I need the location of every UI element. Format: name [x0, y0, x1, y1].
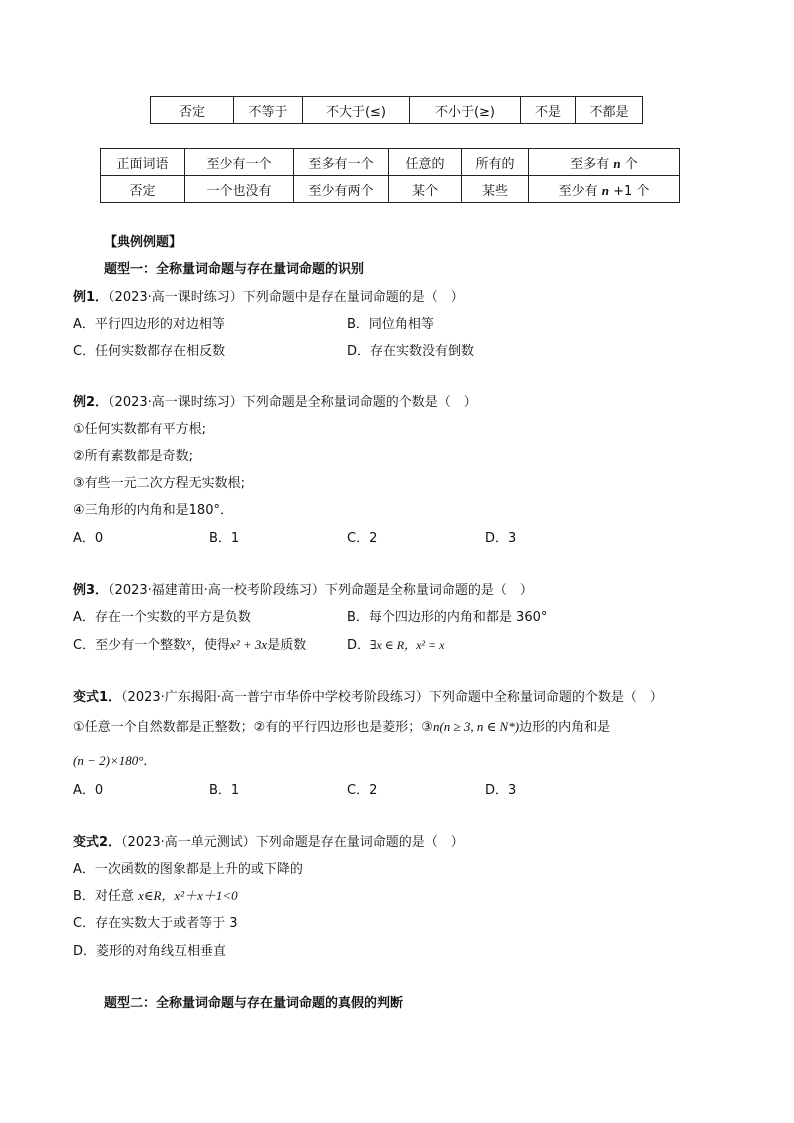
math-expr: x∈R，x²＋x＋1<0: [138, 888, 238, 903]
example-label: 例3．: [73, 583, 109, 598]
table2-cell: 正面词语: [101, 149, 185, 176]
table1-cell: 否定: [151, 97, 234, 124]
list-item: ②所有素数都是奇数;: [73, 449, 194, 464]
option-b: B．1: [209, 783, 240, 798]
example-3-stem: [73, 579, 533, 598]
table2-cell: 某些: [462, 176, 529, 203]
example-text: （2023·高一单元测试）下列命题是存在量词命题的是（ ）: [121, 835, 464, 850]
example-1-stem: [73, 286, 464, 305]
table2-cell: [529, 176, 680, 203]
table2-cell: 任意的: [389, 149, 462, 176]
table1-cell: 不是: [521, 97, 576, 124]
option-d: [347, 634, 444, 653]
list-item: ④三角形的内角和是180°．: [73, 503, 233, 518]
body-text: 边形的内角和是: [519, 720, 611, 735]
table2-cell: 至少有两个: [294, 176, 389, 203]
option-c: C．任何实数都存在相反数: [73, 344, 226, 359]
option-text: ，使得: [190, 638, 230, 653]
example-label: 变式1．: [73, 690, 122, 705]
option-d: D．3: [485, 783, 517, 798]
example-label: 例2．: [73, 395, 109, 410]
option-c: [73, 634, 306, 653]
math-expr: ∃x ∈ R，x² = x: [370, 638, 445, 652]
math-expr: (n − 2)×180°: [73, 753, 144, 768]
option-c: C．2: [347, 531, 378, 546]
option-b: B．同位角相等: [347, 317, 434, 332]
variant-1-stem: [73, 686, 663, 705]
section-header: 【典例例题】: [104, 235, 183, 250]
option-d: D．存在实数没有倒数: [347, 344, 475, 359]
table2-cell: 某个: [389, 176, 462, 203]
negation-table-2: [100, 148, 680, 203]
option-text: 是质数: [267, 638, 307, 653]
option-d: D．3: [485, 531, 517, 546]
table2-cell: 所有的: [462, 149, 529, 176]
example-2-stem: [73, 391, 477, 410]
example-text: （2023·广东揭阳·高一普宁市华侨中学校考阶段练习）下列命题中全称量词命题的个数是（ ）: [121, 690, 663, 705]
table2-cell: 一个也没有: [185, 176, 294, 203]
option-a: A．0: [73, 531, 104, 546]
math-expr: x² + 3x: [229, 637, 268, 652]
example-text: （2023·高一课时练习）下列命题中是存在量词命题的是（ ）: [108, 290, 464, 305]
body-text: ．: [143, 754, 157, 769]
option-b: [73, 885, 238, 904]
option-c: C．存在实数大于或者等于 3: [73, 916, 238, 931]
math-var: x: [186, 636, 191, 648]
table2-cell: 至少有一个: [185, 149, 294, 176]
list-item: ①任何实数都有平方根;: [73, 422, 207, 437]
variant-2-stem: [73, 831, 464, 850]
table1-cell: 不大于(≤): [303, 97, 410, 124]
table2-var: n: [613, 155, 621, 171]
body-text: ①任意一个自然数都是正整数；②有的平行四边形也是菱形；③: [73, 720, 433, 735]
option-c: C．2: [347, 783, 378, 798]
example-label: 变式2．: [73, 835, 122, 850]
option-a: A．平行四边形的对边相等: [73, 317, 225, 332]
table2-text: 个: [624, 156, 638, 172]
option-text: B．对任意: [73, 889, 139, 904]
option-a: A．一次函数的图象都是上升的或下降的: [73, 862, 303, 877]
example-label: 例1．: [73, 290, 109, 305]
option-b: B．每个四边形的内角和都是 360°: [347, 610, 548, 625]
table2-text: 至少有: [558, 183, 598, 199]
type1-title: 题型一：全称量词命题与存在量词命题的识别: [104, 262, 365, 277]
option-a: A．0: [73, 783, 104, 798]
table2-cell: 否定: [101, 176, 185, 203]
table1-cell: 不等于: [234, 97, 303, 124]
option-b: B．1: [209, 531, 240, 546]
list-item: ③有些一元二次方程无实数根;: [73, 476, 246, 491]
option-text: D．: [347, 638, 371, 653]
type2-title: 题型二：全称量词命题与存在量词命题的真假的判断: [104, 996, 404, 1011]
variant-1-body: [73, 716, 610, 735]
option-text: C．至少有一个整数: [73, 638, 187, 653]
table2-cell: [529, 149, 680, 176]
table1-cell: 不小于(≥): [410, 97, 521, 124]
table2-cell: 至多有一个: [294, 149, 389, 176]
option-d: D．菱形的对角线互相垂直: [73, 944, 227, 959]
table1-cell: 不都是: [576, 97, 643, 124]
table2-text: +1 个: [613, 183, 650, 199]
variant-1-body: [73, 750, 156, 769]
math-expr: n(n ≥ 3, n ∈ N*): [432, 719, 520, 734]
option-a: A．存在一个实数的平方是负数: [73, 610, 251, 625]
table2-text: 至多有: [570, 156, 610, 172]
negation-table-1: [150, 96, 643, 124]
example-text: （2023·高一课时练习）下列命题是全称量词命题的个数是（ ）: [108, 395, 477, 410]
table2-var: n: [601, 182, 609, 198]
example-text: （2023·福建莆田·高一校考阶段练习）下列命题是全称量词命题的是（ ）: [108, 583, 533, 598]
